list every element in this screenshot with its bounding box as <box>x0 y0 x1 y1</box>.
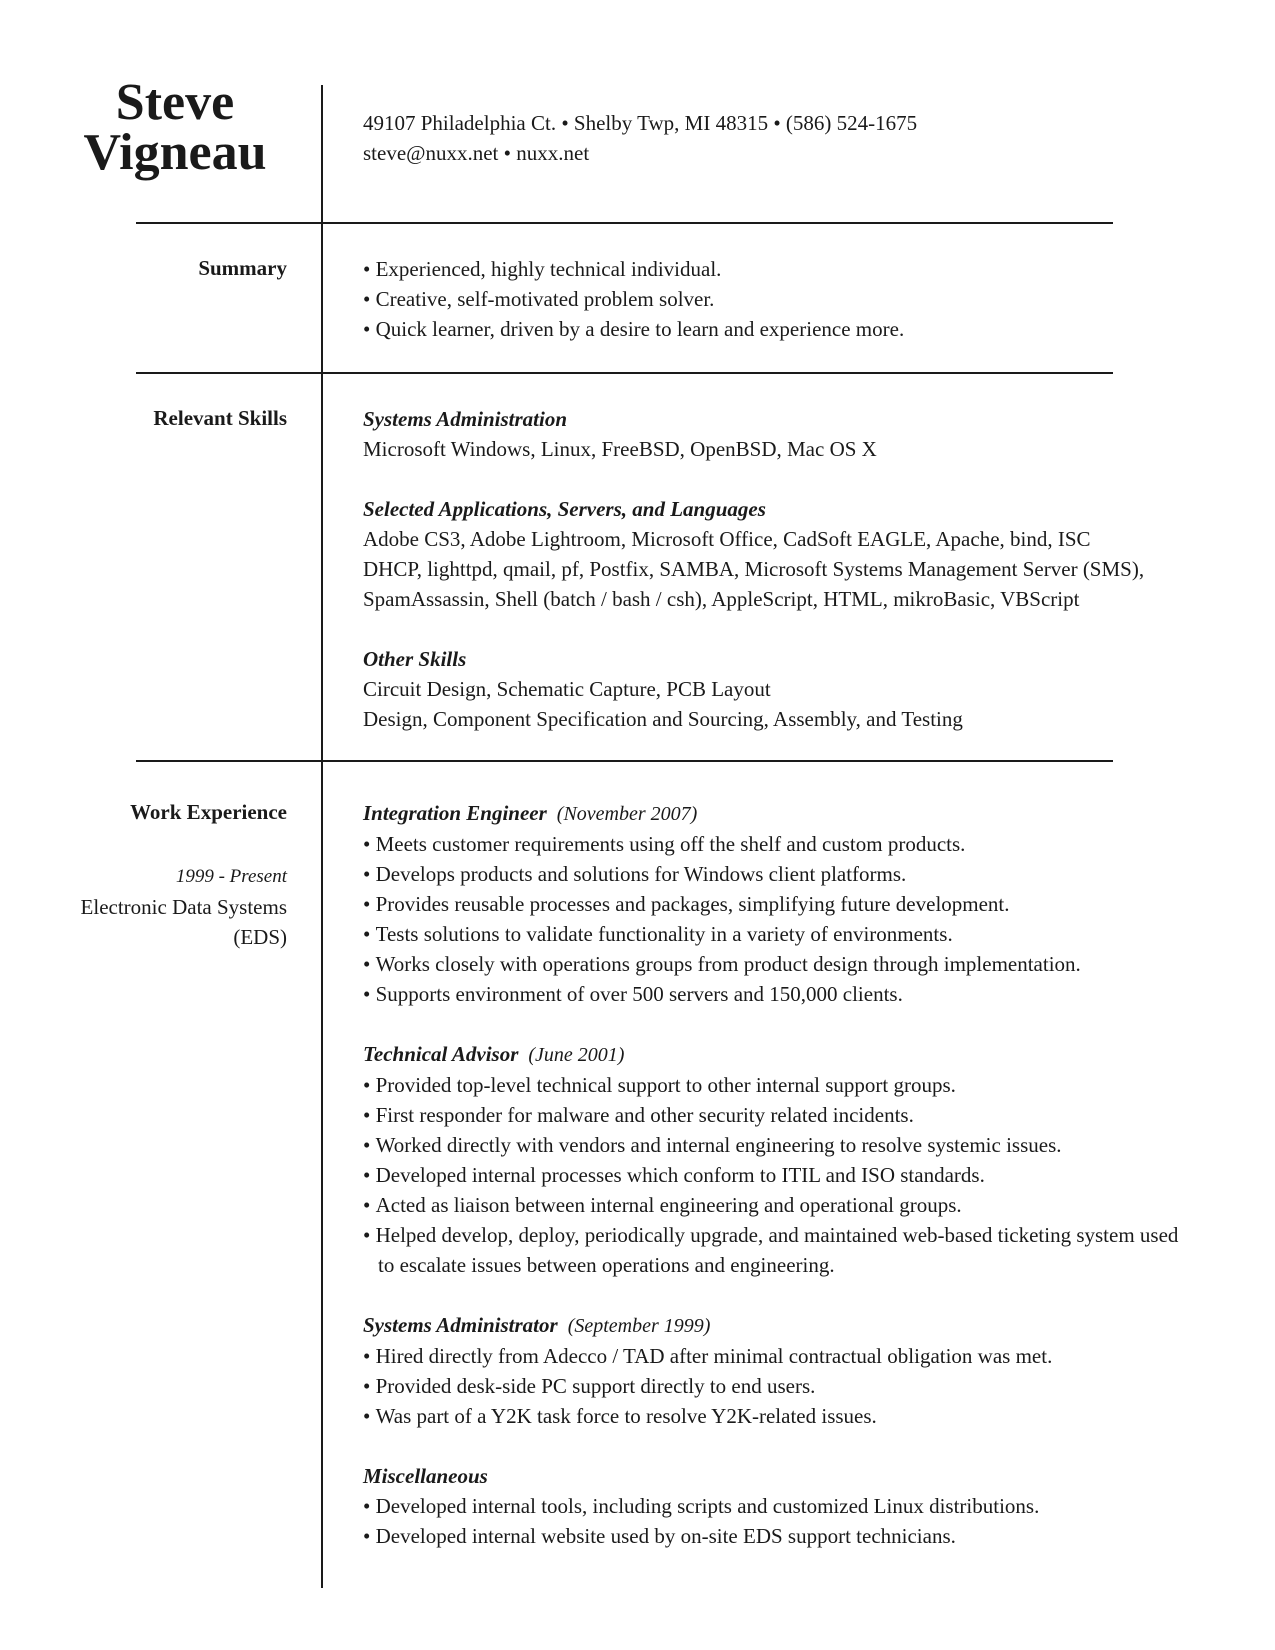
first-name: Steve <box>115 74 235 131</box>
skill-group <box>363 644 1193 734</box>
position-bullet: • Provided desk-side PC support directly to end users. <box>363 1371 1193 1401</box>
position-bullet: • Provides reusable processes and packages, simplifying future development. <box>363 889 1193 919</box>
position-bullet: • Tests solutions to validate functionality in a variety of environments. <box>363 919 1193 949</box>
vertical-divider <box>321 85 323 1588</box>
position-bullet: • Acted as liaison between internal engineering and operational groups. <box>363 1190 1193 1220</box>
last-name: Vigneau <box>83 124 267 181</box>
position-title: Technical Advisor <box>363 1042 519 1066</box>
contact-info <box>363 108 917 168</box>
summary-item: • Quick learner, driven by a desire to learn and experience more. <box>363 314 1193 344</box>
skill-line: Design, Component Specification and Sourcing, Assembly, and Testing <box>363 707 963 731</box>
employer-info <box>81 862 287 952</box>
skill-line: DHCP, lighttpd, qmail, pf, Postfix, SAMBA, Microsoft Systems Management Server (SMS), <box>363 557 1145 581</box>
skill-group-title: Other Skills <box>363 647 467 671</box>
skill-group <box>363 404 1193 464</box>
summary-item: • Experienced, highly technical individual. <box>363 254 1193 284</box>
summary-label: Summary <box>198 256 287 280</box>
summary-section <box>363 254 1193 344</box>
company-name: Electronic Data Systems <box>80 895 287 919</box>
position-bullet: • Hired directly from Adecco / TAD after minimal contractual obligation was met. <box>363 1341 1193 1371</box>
position-bullet: • Worked directly with vendors and internal engineering to resolve systemic issues. <box>363 1130 1193 1160</box>
position-bullet: • Helped develop, deploy, periodically upgrade, and maintained web-based ticketing system used to escalate issues between operations and engineering. <box>363 1220 1193 1280</box>
summary-item: • Creative, self-motivated problem solver. <box>363 284 1193 314</box>
skill-line: Microsoft Windows, Linux, FreeBSD, OpenBSD, Mac OS X <box>363 437 877 461</box>
candidate-name <box>60 74 290 181</box>
position-title: Systems Administrator <box>363 1313 558 1337</box>
company-abbr: (EDS) <box>233 925 287 949</box>
skill-group <box>363 494 1193 614</box>
skill-group-title: Selected Applications, Servers, and Languages <box>363 497 766 521</box>
position-bullet: • Developed internal processes which conform to ITIL and ISO standards. <box>363 1160 1193 1190</box>
section-divider <box>136 372 1113 374</box>
position-bullet: • Developed internal website used by on-site EDS support technicians. <box>363 1521 1193 1551</box>
skill-line: Adobe CS3, Adobe Lightroom, Microsoft Office, CadSoft EAGLE, Apache, bind, ISC <box>363 527 1091 551</box>
position-bullet: • Was part of a Y2K task force to resolve Y2K-related issues. <box>363 1401 1193 1431</box>
position <box>363 1310 1193 1431</box>
position-bullet: • Develops products and solutions for Windows client platforms. <box>363 859 1193 889</box>
position-title: Miscellaneous <box>363 1464 488 1488</box>
skills-label: Relevant Skills <box>153 406 287 430</box>
work-section <box>363 798 1193 1581</box>
position-title: Integration Engineer <box>363 801 547 825</box>
employment-years: 1999 - Present <box>175 866 287 887</box>
position-bullet: • Provided top-level technical support to other internal support groups. <box>363 1070 1193 1100</box>
position-bullet: • Works closely with operations groups from product design through implementation. <box>363 949 1193 979</box>
skill-group-title: Systems Administration <box>363 407 568 431</box>
skills-section <box>363 404 1193 764</box>
skill-line: SpamAssassin, Shell (batch / bash / csh), AppleScript, HTML, mikroBasic, VBScript <box>363 587 1080 611</box>
address-line: 49107 Philadelphia Ct. • Shelby Twp, MI 48315 • (586) 524-1675 <box>363 111 918 135</box>
position <box>363 1461 1193 1551</box>
position-date: (June 2001) <box>528 1044 625 1066</box>
position-bullet: • Supports environment of over 500 servers and 150,000 clients. <box>363 979 1193 1009</box>
position <box>363 1039 1193 1280</box>
position-bullet: • Meets customer requirements using off the shelf and custom products. <box>363 829 1193 859</box>
email-website-line: steve@nuxx.net • nuxx.net <box>363 141 590 165</box>
position-date: (November 2007) <box>556 803 698 825</box>
work-label: Work Experience <box>130 800 287 824</box>
section-divider <box>136 222 1113 224</box>
position-bullet: • Developed internal tools, including scripts and customized Linux distributions. <box>363 1491 1193 1521</box>
position <box>363 798 1193 1009</box>
position-date: (September 1999) <box>567 1315 711 1337</box>
position-bullet: • First responder for malware and other security related incidents. <box>363 1100 1193 1130</box>
skill-line: Circuit Design, Schematic Capture, PCB Layout <box>363 677 771 701</box>
